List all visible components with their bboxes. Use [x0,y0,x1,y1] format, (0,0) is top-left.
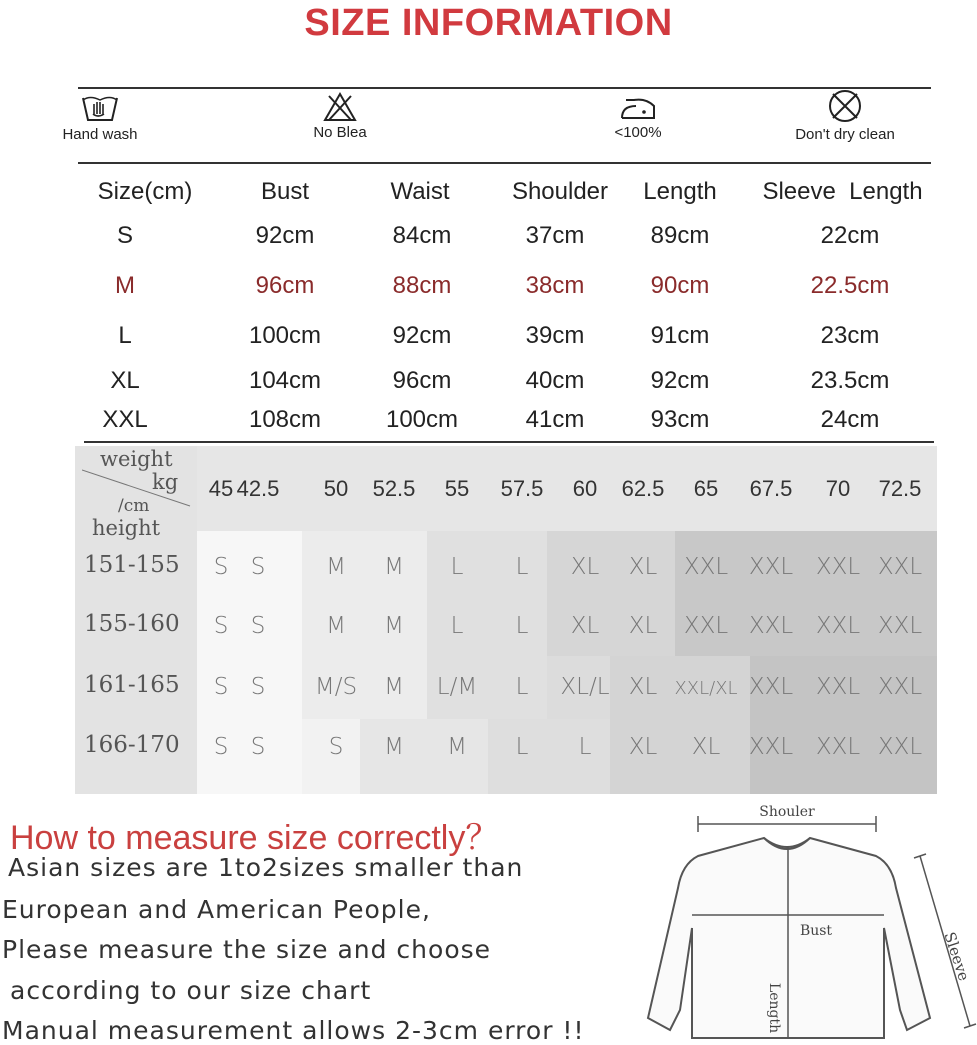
care-no-dry-clean [780,88,910,143]
size-recommendation-cell: L [515,613,529,639]
height-row-label: 166-170 [84,732,180,758]
header-sleeve-length: Sleeve Length [762,178,923,205]
size-recommendation-cell: S [250,613,266,639]
size-recommendation-cell: M/S [314,674,358,700]
size-cell: 96cm [255,272,315,299]
size-recommendation-cell: S [213,674,229,700]
no-bleach-icon [323,92,357,122]
size-recommendation-cell: L [515,734,529,760]
size-recommendation-cell: XXL [683,613,729,639]
size-cell: 93cm [650,406,710,433]
size-cell: 22.5cm [810,272,890,299]
size-cell: 92cm [392,322,452,349]
size-cell: 24cm [820,406,880,433]
care-iron [588,92,688,141]
weight-header-cell: 52.5 [372,476,416,501]
weight-header-cell: 45 [208,476,234,501]
weight-header-cell: 50 [323,476,349,501]
care-label: No Blea [313,124,367,141]
size-row-label: XXL [102,406,148,433]
height-row-label: 161-165 [84,672,180,698]
care-label: <100% [614,124,662,141]
measure-line: Please measure the size and choose [2,935,492,964]
size-cell: 23.5cm [810,367,890,394]
size-recommendation-cell: L/M [436,674,478,700]
size-row-label: S [116,222,133,249]
corner-cm: /cm [118,496,150,516]
size-recommendation-cell: S [250,674,266,700]
diagram-bust-label: Bust [799,923,833,939]
weight-header-cell: 65 [693,476,719,501]
diagram-sleeve-label: Sleeve [940,929,974,984]
height-row-label: 155-160 [84,611,180,637]
weight-header-cell: 57.5 [500,476,544,501]
size-recommendation-cell: L [515,674,529,700]
size-recommendation-cell: L [450,613,464,639]
divider [78,162,931,164]
size-recommendation-cell: XL [628,554,658,580]
corner-weight: weight [100,447,173,471]
size-row-label: L [118,322,132,349]
divider [84,441,934,443]
size-recommendation-cell: XXL [748,674,794,700]
size-cell: 40cm [525,367,585,394]
size-recommendation-cell: M [326,554,346,580]
care-no-bleach [290,92,390,141]
size-recommendation-cell: S [213,554,229,580]
corner-kg: kg [152,470,179,494]
size-recommendation-cell: XXL [877,734,923,760]
measure-line: Manual measurement allows 2-3cm error !! [2,1016,585,1045]
size-recommendation-cell: M [326,613,346,639]
size-recommendation-cell: M [447,734,467,760]
size-cell: 39cm [525,322,585,349]
size-cell: 92cm [650,367,710,394]
measure-line: Asian sizes are 1to2sizes smaller than [8,853,524,882]
size-cell: 91cm [650,322,710,349]
size-cell: 89cm [650,222,710,249]
weight-header-cell: 55 [444,476,470,501]
corner-height: height [92,516,161,540]
garment-diagram [630,798,977,1045]
size-recommendation-cell: S [213,613,229,639]
size-cell: 23cm [820,322,880,349]
header-size: Size(cm) [97,178,193,205]
size-recommendation-cell: XXL [748,554,794,580]
size-recommendation-cell: XXL [815,554,861,580]
size-recommendation-cell: XL [570,554,600,580]
measure-line: according to our size chart [10,976,372,1005]
size-recommendation-cell: XXL [748,613,794,639]
size-recommendation-cell: XL [628,734,658,760]
size-recommendation-cell: M [384,674,404,700]
corner-diagonal [82,466,192,510]
header-bust: Bust [260,178,310,205]
size-recommendation-cell: S [328,734,344,760]
size-cell: 90cm [650,272,710,299]
size-cell: 100cm [385,406,459,433]
care-label: Hand wash [62,126,138,143]
size-recommendation-cell: M [384,554,404,580]
measure-title: How to measure size correctly？ [10,819,500,857]
size-recommendation-cell: XXL [748,734,794,760]
diagram-length-label: Length [766,982,782,1034]
size-cell: 96cm [392,367,452,394]
diagram-shoulder-label: Shouler [759,804,815,820]
size-recommendation-cell: M [384,734,404,760]
header-shoulder: Shoulder [511,178,609,205]
weight-header-cell: 70 [825,476,851,501]
size-recommendation-cell: L [515,554,529,580]
size-recommendation-cell: XXL [815,674,861,700]
size-recommendation-cell: XXL [877,674,923,700]
size-cell: 38cm [525,272,585,299]
size-recommendation-cell: L [450,554,464,580]
weight-header-cell: 60 [572,476,598,501]
size-recommendation-cell: S [213,734,229,760]
size-cell: 88cm [392,272,452,299]
size-recommendation-cell: XL [628,674,658,700]
size-recommendation-cell: XXL/XL [674,678,738,699]
weight-header-cell: 62.5 [621,476,665,501]
size-cell: 104cm [248,367,322,394]
size-cell: 84cm [392,222,452,249]
size-row-label: M [115,272,135,299]
size-recommendation-cell: XXL [815,734,861,760]
size-cell: 92cm [255,222,315,249]
size-recommendation-cell: XXL [815,613,861,639]
size-recommendation-cell: XL/L [560,674,610,700]
measure-line: European and American People, [2,895,431,924]
size-recommendation-cell: M [384,613,404,639]
page-title: SIZE INFORMATION [304,2,673,44]
iron-icon [616,92,660,122]
size-recommendation-cell: XXL [877,613,923,639]
size-recommendation-cell: S [250,734,266,760]
height-row-label: 151-155 [84,552,180,578]
care-hand-wash [50,92,150,143]
size-recommendation-cell: XXL [683,554,729,580]
weight-header-cell: 42.5 [236,476,280,501]
size-recommendation-cell: XXL [877,554,923,580]
size-cell: 108cm [248,406,322,433]
no-dry-clean-icon [827,88,863,124]
size-cell: 100cm [248,322,322,349]
header-waist: Waist [390,178,450,205]
size-cell: 22cm [820,222,880,249]
size-cell: 41cm [525,406,585,433]
care-label: Don't dry clean [795,126,895,143]
header-length: Length [643,178,717,205]
size-row-label: XL [110,367,140,394]
size-recommendation-cell: XL [570,613,600,639]
size-recommendation-cell: XL [628,613,658,639]
weight-header-cell: 72.5 [878,476,922,501]
weight-header-cell: 67.5 [749,476,793,501]
size-cell: 37cm [525,222,585,249]
size-recommendation-cell: XL [691,734,721,760]
size-recommendation-cell: S [250,554,266,580]
size-recommendation-cell: L [578,734,592,760]
hand-wash-icon [80,92,120,124]
